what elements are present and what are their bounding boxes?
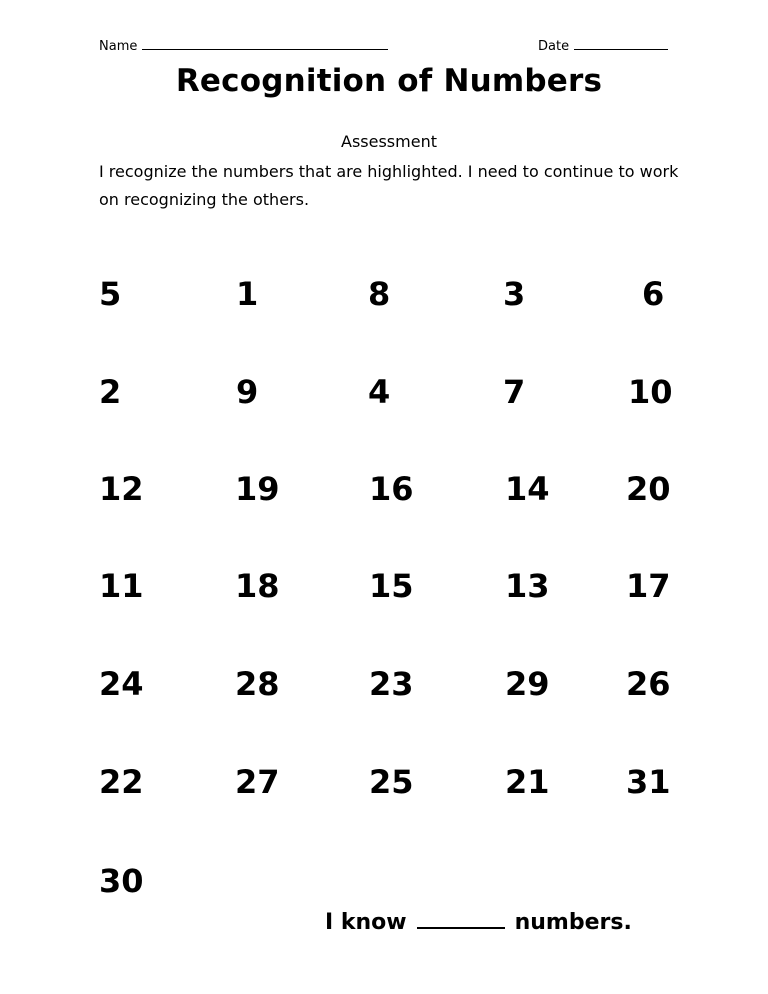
number-cell: 14 bbox=[505, 470, 550, 508]
number-cell: 12 bbox=[99, 470, 144, 508]
number-cell: 1 bbox=[236, 275, 259, 313]
number-cell: 28 bbox=[235, 665, 280, 703]
number-cell: 20 bbox=[626, 470, 671, 508]
number-cell: 3 bbox=[503, 275, 526, 313]
number-cell: 9 bbox=[236, 373, 259, 411]
number-cell: 25 bbox=[369, 763, 414, 801]
footer-suffix: numbers. bbox=[514, 910, 632, 935]
name-field[interactable] bbox=[99, 38, 388, 54]
number-cell: 26 bbox=[626, 665, 671, 703]
subtitle: Assessment bbox=[341, 132, 437, 151]
number-cell: 30 bbox=[99, 862, 144, 900]
known-count-blank[interactable] bbox=[417, 907, 505, 929]
number-cell: 18 bbox=[235, 567, 280, 605]
number-cell: 31 bbox=[626, 763, 671, 801]
number-cell: 2 bbox=[99, 373, 122, 411]
number-cell: 10 bbox=[628, 373, 673, 411]
date-label: Date bbox=[538, 39, 570, 54]
number-cell: 15 bbox=[369, 567, 414, 605]
name-label: Name bbox=[99, 39, 138, 54]
number-cell: 23 bbox=[369, 665, 414, 703]
page-title: Recognition of Numbers bbox=[175, 63, 603, 99]
number-cell: 16 bbox=[369, 470, 414, 508]
known-count-statement bbox=[325, 907, 632, 935]
number-cell: 8 bbox=[368, 275, 391, 313]
number-cell: 7 bbox=[503, 373, 526, 411]
name-blank-line[interactable] bbox=[142, 38, 388, 50]
date-field[interactable] bbox=[538, 38, 668, 54]
instructions: I recognize the numbers that are highlighted. I need to continue to work on recognizing the others. bbox=[99, 162, 679, 209]
number-cell: 17 bbox=[626, 567, 671, 605]
number-cell: 22 bbox=[99, 763, 144, 801]
number-cell: 27 bbox=[235, 763, 280, 801]
number-cell: 24 bbox=[99, 665, 144, 703]
number-cell: 5 bbox=[99, 275, 122, 313]
number-cell: 4 bbox=[368, 373, 391, 411]
date-blank-line[interactable] bbox=[574, 38, 668, 50]
number-cell: 13 bbox=[505, 567, 550, 605]
number-cell: 19 bbox=[235, 470, 280, 508]
footer-prefix: I know bbox=[325, 910, 407, 935]
number-cell: 6 bbox=[642, 275, 665, 313]
number-cell: 21 bbox=[505, 763, 550, 801]
number-cell: 29 bbox=[505, 665, 550, 703]
number-cell: 11 bbox=[99, 567, 144, 605]
